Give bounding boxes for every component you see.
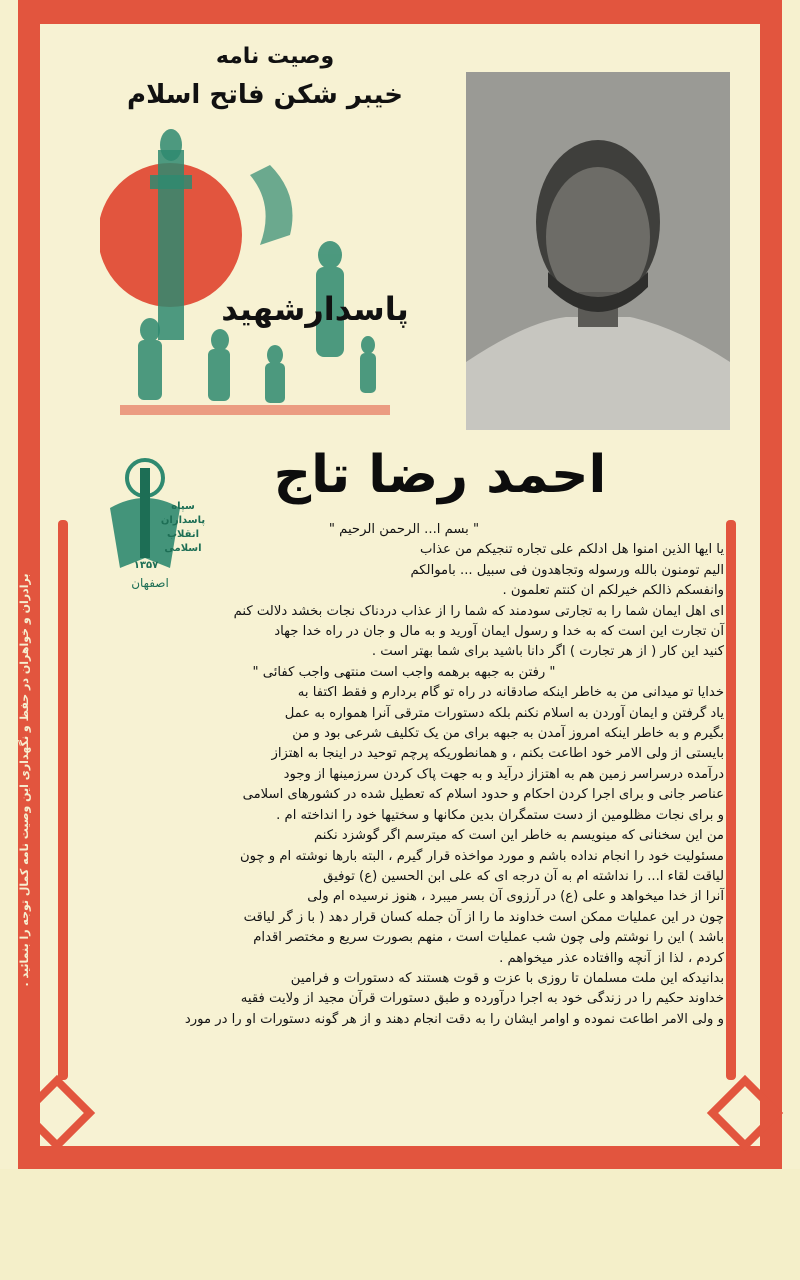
portrait-photo (466, 72, 730, 430)
title-subtitle: خیبر شکن فاتح اسلام (127, 80, 403, 110)
body-line: بگیرم و به خاطر اینکه امروز آمدن به جبهه برای من یک تکلیف شرعی بود و من (292, 726, 724, 742)
martyr-name: احمد رضا تاج (273, 445, 607, 505)
frame-bottom-border (18, 1143, 782, 1169)
body-line: من این سخنانی که مینویسم به خاطر این است که میترسم اگر گوشزد نکنم (314, 828, 724, 844)
body-line: و ولی الامر اطاعت نموده و اوامر ایشان را به دقت انجام دهند و از هر گونه دستورات او را در مورد (184, 1011, 724, 1027)
body-line: کنید این کار ( از هر تجارت ) اگر دانا باشید برای شما بهتر است . (371, 644, 724, 660)
body-line: کردم ، لذا از آنچه واافتاده عذر میخواهم . (499, 950, 724, 966)
martyr-poster-illustration (100, 115, 400, 435)
body-line: آن تجارت این است که به خدا و رسول ایمان آورید و به مال و جان در راه خدا جهاد (274, 624, 724, 640)
body-line: خدایا تو میدانی من به خاطر اینکه صادقانه در راه تو گام بردارم و فقط اکتفا به (297, 685, 724, 701)
emblem-org-text: سپاه پاسداران انقلاب اسلامی (160, 501, 206, 554)
side-strip-note: برادران و خواهران در حفظ و نگهداری این وصیت نامه کمال توجه را بنمائید . (18, 573, 31, 987)
body-line: خداوند حکیم را در زندگی خود به اجرا درآورده و طبق دستورات قرآن مجید از ولایت فقیه (240, 991, 724, 1007)
body-line: الیم تومنون بالله ورسوله وتجاهدون فی سبیل ... باموالکم (410, 562, 724, 578)
body-line: وانفسکم ذالکم خیرلکم ان کنتم تعلمون . (502, 583, 724, 599)
body-line: باشد ) این را نوشتم ولی چون شب عملیات است ، منهم بصورت سریع و مختصر اقدام (253, 930, 724, 946)
body-line: یاد گرفتن و ایمان آوردن به اسلام نکنم بلکه دستورات مترقی آنرا همواره به عمل (284, 705, 724, 721)
title-will: وصیت نامه (215, 44, 335, 69)
flag-shape (250, 165, 293, 245)
body-line: لیاقت لقاء ا... را نداشته ام به آن درجه ای که علی ابن الحسین (ع) توفیق (323, 868, 724, 884)
body-line: بدانیدکه این ملت مسلمان تا روزی با عزت و قوت هستند که دستورات و فرامین (290, 970, 724, 986)
bismillah-line: " بسم ا... الرحمن الرحیم " (328, 522, 480, 537)
body-line: درآمده درسراسر زمین هم به اهتزاز درآید و به جهت پاک کردن سرزمینها از وجود (283, 766, 724, 782)
poster-caption: پاسدارشهید (221, 290, 409, 328)
body-line: " رفتن به جبهه برهمه واجب است منتهی واجب کفائی " (252, 664, 556, 680)
body-line: مسئولیت خود را انجام نداده باشم و مورد مواخذه قرار گیرم ، البته بارها نوشته ام و چون (239, 848, 724, 864)
body-line: عناصر جانی و برای اجرا کردن احکام و حدود اسلام که تعطیل شده در کشورهای اسلامی (242, 787, 724, 803)
portrait-silhouette (466, 72, 730, 430)
body-line: و برای نجات مظلومین از دست ستمگران بدین مکانها و سختیها خود را انداخته ام . (276, 807, 724, 823)
body-line: یا ایها الذین امنوا هل ادلکم علی تجاره تنجیکم من عذاب (420, 542, 724, 558)
body-line: بایستی از ولی الامر خود اطاعت بکنم ، و همانطوریکه پرچم توحید در اینجا به اهتزاز (271, 746, 724, 762)
body-line: چون در این عملیات ممکن است خداوند ما را از آن جمله کسان قرار دهد ( با ز گر لیاقت (243, 909, 724, 925)
body-line: ای اهل ایمان شما را به تجارتی سودمند که شما را از عذاب دردناک نجات بخشد دلالت کنم (233, 603, 724, 619)
frame-right-inner-stripe (726, 520, 736, 1080)
poster-slogan-band (120, 405, 390, 415)
will-body-text (84, 520, 724, 1030)
frame-top-border (18, 0, 782, 26)
frame-left-inner-stripe (58, 520, 68, 1080)
emblem-city: اصفهان (131, 576, 169, 590)
body-line: آنرا از خدا میخواهد و علی (ع) در آرزوی آن بسر میبرد ، هنوز نرسیده ام ولی (307, 889, 724, 905)
emblem-year: ۱۳۵۷ (133, 560, 159, 571)
frame-right-border (758, 0, 782, 1169)
